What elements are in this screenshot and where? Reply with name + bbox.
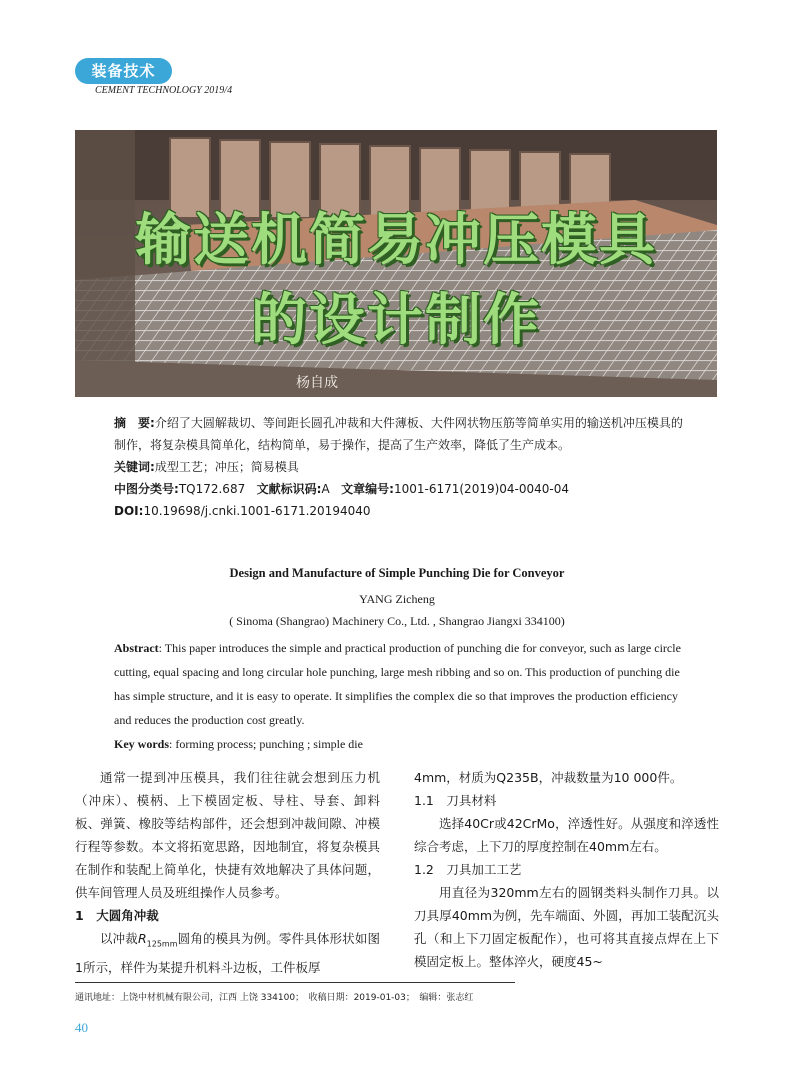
- article-title-line2: 的设计制作: [251, 288, 541, 353]
- doi-label: DOI:: [114, 504, 144, 518]
- article-title-line1: 输送机简易冲压模具: [135, 208, 657, 273]
- body-paragraph: [75, 927, 380, 979]
- doi-line: [114, 500, 684, 522]
- para-text: 圆角的模具为例。零件具体形状如图1所示，样件为某提升机料斗边板，工件板厚: [75, 931, 380, 975]
- english-keywords-label: Key words: [114, 737, 169, 751]
- english-affiliation: ( Sinoma (Shangrao) Machinery Co., Ltd. , Shangrao Jiangxi 334100): [229, 614, 565, 628]
- abstract-text: 介绍了大圆解裁切、等间距长圆孔冲裁和大件薄板、大件网状物压筋等简单实用的输送机冲压模具的制作，将复杂模具简单化，结构简单，易于操作，提高了生产效率，降低了生产成本。: [114, 416, 683, 452]
- author-name: 杨自成: [296, 375, 338, 391]
- doc-code-value: A: [321, 482, 330, 496]
- english-abstract: [114, 636, 684, 756]
- clc-value: TQ172.687: [178, 482, 246, 496]
- english-abstract-text: : This paper introduces the simple and practical production of punching die for conveyor, such as large circle cutting, equal spacing and long circular hole punching, large mesh ribbing and so on. This production of punching die has simple structure, and it is easy to operate. It simplifies the complex die so that improves the production efficiency and reduces the production cost greatly.: [114, 641, 681, 727]
- body-paragraph: 通常一提到冲压模具，我们往往就会想到压力机（冲床）、模柄、上下模固定板、导柱、导套、卸料板、弹簧、橡胶等结构部件，还会想到冲裁间隙、冲模行程等参数。本文将拓宽思路，因地制宜，将复杂模具在制作和装配上简单化，快捷有效地解决了具体问题，供车间管理人员及班组操作人员参考。: [75, 770, 380, 900]
- chinese-abstract: [114, 412, 684, 522]
- abstract-label: 摘 要:: [114, 416, 155, 430]
- english-title: Design and Manufacture of Simple Punching Die for Conveyor: [229, 566, 565, 580]
- body-paragraph: 4mm，材质为Q235B，冲裁数量为10 000件。: [414, 770, 683, 785]
- journal-name: CEMENT TECHNOLOGY 2019/4: [95, 85, 233, 96]
- subsection-heading: 1.2 刀具加工工艺: [414, 862, 522, 877]
- body-paragraph: 用直径为320mm左右的圆钢类料头制作刀具。以刀具厚40mm为例，先车端面、外圆，再加工装配沉头孔（和上下刀固定板配作），也可将其直接点焊在上下模固定板上。整体淬火，硬度45~: [414, 885, 719, 969]
- clc-label: 中图分类号:: [114, 482, 179, 496]
- keywords-line: [114, 456, 684, 478]
- body-left-column: [75, 766, 380, 979]
- subsection-heading: 1.1 刀具材料: [414, 793, 497, 808]
- english-abstract-label: Abstract: [114, 641, 159, 655]
- radius-symbol: R: [137, 931, 147, 946]
- hero-image: [75, 130, 717, 397]
- radius-subscript: 125mm: [146, 939, 178, 949]
- doc-code-label: 文献标识码:: [256, 482, 322, 496]
- english-keywords-text: : forming process; punching ; simple die: [169, 737, 363, 751]
- keywords-label: 关键词:: [114, 460, 155, 474]
- para-text: 以冲裁: [100, 931, 138, 946]
- page-number: 40: [75, 1020, 88, 1035]
- english-author: YANG Zicheng: [359, 592, 435, 606]
- classification-line: [114, 478, 684, 500]
- keywords-text: 成型工艺；冲压；简易模具: [154, 460, 299, 474]
- article-no-label: 文章编号:: [341, 482, 394, 496]
- footnote-divider: [75, 982, 515, 983]
- section-heading: 1 大圆角冲裁: [75, 908, 159, 923]
- doi-value: 10.19698/j.cnki.1001-6171.20194040: [143, 504, 371, 518]
- article-no-value: 1001-6171(2019)04-0040-04: [393, 482, 570, 496]
- body-paragraph: 选择40Cr或42CrMo，淬透性好。从强度和淬透性综合考虑，上下刀的厚度控制在40mm左右。: [414, 816, 719, 854]
- body-right-column: [414, 766, 719, 973]
- section-tag: 装备技术: [75, 58, 172, 84]
- footnote: 通讯地址：上饶中材机械有限公司，江西 上饶 334100； 收稿日期：2019-01-03； 编辑：张志红: [75, 993, 474, 1003]
